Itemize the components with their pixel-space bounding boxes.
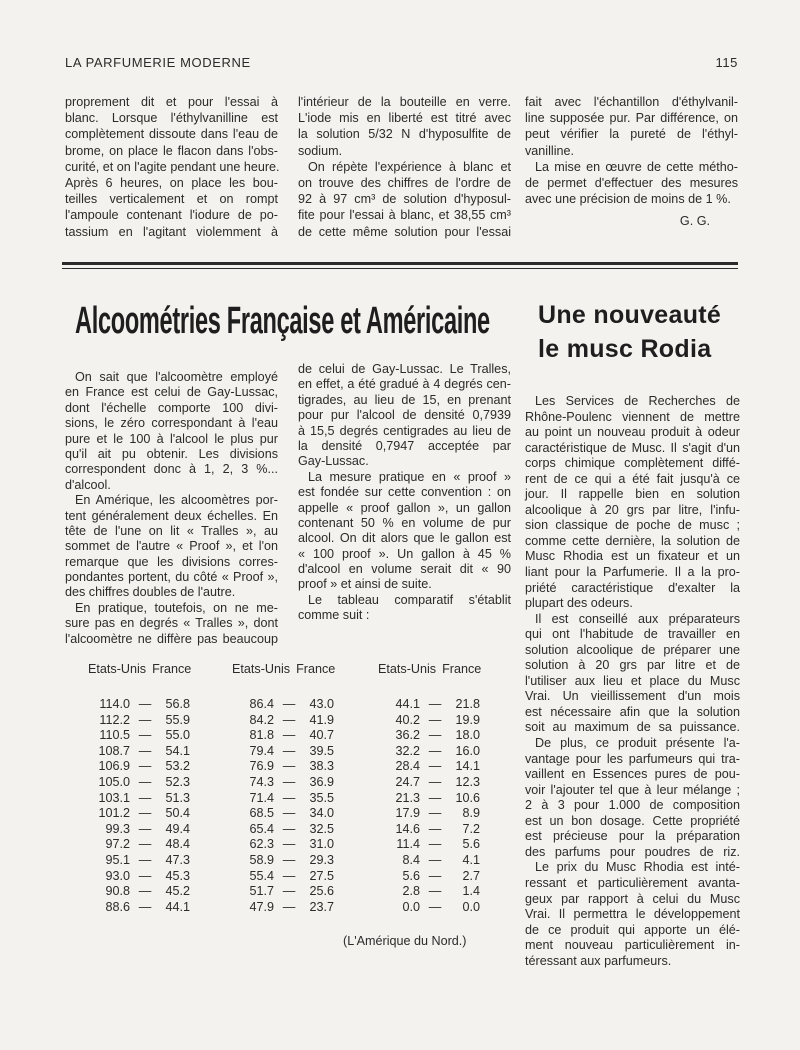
value-france: 1.4 <box>462 884 480 899</box>
value-etats-unis: 93.0 <box>105 868 130 883</box>
table-row <box>88 806 191 822</box>
table-row <box>232 869 335 885</box>
text-line: des chiffres doubles de l'autre. <box>65 585 236 600</box>
value-etats-unis: 28.4 <box>395 759 420 774</box>
text-line: plupart des odeurs. <box>525 596 633 611</box>
value-etats-unis: 112.2 <box>99 712 130 727</box>
text-line: priété caractéristique d'exalter la <box>525 580 740 595</box>
text-line: complètement dissoute dans l'eau de <box>65 127 278 142</box>
text-line: geux par rapport à celui du Musc <box>525 891 740 906</box>
dash: — <box>138 884 152 899</box>
table-row <box>378 759 481 775</box>
text-line: appelle « proof gallon », un gallon <box>298 500 511 515</box>
value-etats-unis: 114.0 <box>99 697 130 711</box>
text-line: d'alcool en volume serait dit « 90 <box>298 562 511 577</box>
text-line: au point un nouveau produit à odeur <box>525 425 740 440</box>
table-row <box>88 837 191 853</box>
article-column-1 <box>65 370 278 647</box>
table-group <box>88 662 191 915</box>
text-line: line supposée pur. Par différence, on <box>525 111 738 126</box>
table-row <box>378 775 481 791</box>
value-france: 25.6 <box>309 884 334 899</box>
text-line: peut vérifier la pureté de l'éthyl- <box>525 127 738 142</box>
text-line: Les Services de Recherches de <box>535 394 740 408</box>
table-row <box>232 884 335 900</box>
value-france: 27.5 <box>309 868 334 883</box>
text-line: teilles verticalement et on rompt <box>65 192 278 207</box>
text-line: On répète l'expérience à blanc et <box>308 159 511 174</box>
value-france: 43.0 <box>309 697 334 711</box>
value-france: 12.3 <box>455 774 480 789</box>
text-line: jour. Il rappelle bien en solution <box>525 487 740 502</box>
dash: — <box>138 821 152 836</box>
table-row <box>88 869 191 885</box>
text-line: tassium en l'agitant violemment à <box>65 224 278 239</box>
value-etats-unis: 108.7 <box>98 743 130 758</box>
dash: — <box>428 837 442 852</box>
value-france: 55.9 <box>165 712 190 727</box>
table-row <box>378 806 481 822</box>
table-row <box>232 759 335 775</box>
value-etats-unis: 51.7 <box>249 884 274 899</box>
text-line: Musc Rhodia est un fixateur et un <box>525 549 740 564</box>
text-line: la solution 5/32 N d'hyposulfite de <box>298 127 511 142</box>
value-france: 38.3 <box>309 759 334 774</box>
article-column-2 <box>298 362 511 624</box>
value-etats-unis: 79.4 <box>249 743 274 758</box>
text-line: pure et le 100 à l'alcool le plus pur <box>65 431 278 446</box>
text-line: en effet, a été gradué à 4 degrés cen- <box>298 377 511 392</box>
top-article-column-3 <box>525 94 738 207</box>
table-row <box>88 697 191 713</box>
table-row <box>232 728 335 744</box>
text-line: de permet d'effectuer des mesures <box>525 175 738 190</box>
value-france: 8.9 <box>462 806 480 821</box>
article-title: Alcoométries Française et Américaine <box>75 300 490 342</box>
value-etats-unis: 14.6 <box>395 821 420 836</box>
article-title-musc <box>538 298 721 366</box>
text-line: correspondent donc à 1, 2, 3 %... <box>65 462 278 477</box>
top-article-column-2 <box>298 94 511 240</box>
value-etats-unis: 110.5 <box>99 728 130 743</box>
value-etats-unis: 62.3 <box>249 837 274 852</box>
text-line: l'alcoomètre ne diffère pas beaucoup <box>65 631 278 646</box>
text-line: Le prix du Musc Rhodia est inté- <box>535 860 740 875</box>
dash: — <box>428 852 442 867</box>
dash: — <box>428 790 442 805</box>
value-france: 34.0 <box>309 806 334 821</box>
value-etats-unis: 55.4 <box>249 868 274 883</box>
text-line: solution alcoolique de préparer une <box>525 642 740 657</box>
dash: — <box>428 712 442 727</box>
value-france: 35.5 <box>309 790 334 805</box>
value-etats-unis: 99.3 <box>105 821 130 836</box>
text-line: Vrai. Il permettra le développement <box>525 907 740 922</box>
text-line: des parfums pour poudres de riz. <box>525 844 740 859</box>
dash: — <box>282 697 296 711</box>
text-line: qui ont l'habitude de travailler en <box>525 627 740 642</box>
value-france: 41.9 <box>309 712 334 727</box>
table-row <box>378 697 481 713</box>
dash: — <box>282 852 296 867</box>
text-line: qu'il ait pu obtenir. Les divisions <box>65 446 278 461</box>
text-line: la densité 0,7947 acceptée par <box>298 438 511 453</box>
top-article-column-1 <box>65 94 278 240</box>
dash: — <box>282 759 296 774</box>
text-line: sure pas en degrés « Tralles », dont <box>65 616 278 631</box>
value-etats-unis: 40.2 <box>395 712 420 727</box>
text-line: remarque que les divisions corres- <box>65 554 278 569</box>
value-etats-unis: 103.1 <box>98 790 130 805</box>
text-line: proof » et ainsi de suite. <box>298 577 432 592</box>
value-etats-unis: 81.8 <box>249 728 274 743</box>
value-france: 50.4 <box>165 806 190 821</box>
text-line: vaillent en Essences pures de pou- <box>525 767 740 782</box>
value-etats-unis: 65.4 <box>249 821 274 836</box>
table-row <box>88 822 191 838</box>
text-line: Vrai. Un vieillissement d'un mois <box>525 689 740 704</box>
value-etats-unis: 21.3 <box>395 790 420 805</box>
table-group <box>232 662 335 915</box>
text-line: brome, on place le flacon dans l'obs- <box>65 143 278 158</box>
value-etats-unis: 24.7 <box>395 774 420 789</box>
table-header <box>232 662 335 686</box>
value-france: 47.3 <box>165 852 190 867</box>
text-line: sions, le zéro correspondant à l'eau <box>65 416 278 431</box>
value-france: 39.5 <box>309 743 334 758</box>
dash: — <box>428 899 442 914</box>
dash: — <box>282 743 296 758</box>
divider-rule-thin <box>62 268 738 269</box>
text-line: De plus, ce produit présente l'a- <box>535 736 740 751</box>
page-number: 115 <box>715 55 738 70</box>
value-france: 31.0 <box>309 837 334 852</box>
text-line: En pratique, toutefois, on ne me- <box>75 600 278 615</box>
value-etats-unis: 101.2 <box>98 806 130 821</box>
text-line: solution à 20 grs par litre et de <box>525 658 740 673</box>
text-line: vantage pour les parfumeurs qui tra- <box>525 751 740 766</box>
table-row <box>232 806 335 822</box>
text-line: rent de ce qui a été fait jusqu'à ce <box>525 471 740 486</box>
value-etats-unis: 105.0 <box>98 774 130 789</box>
table-row <box>232 775 335 791</box>
text-line: avec une précision de moins de 1 %. <box>525 192 731 207</box>
dash: — <box>138 790 152 805</box>
table-header <box>88 662 191 686</box>
table-row <box>88 744 191 760</box>
table-row <box>232 791 335 807</box>
dash: — <box>282 868 296 883</box>
header-france: France <box>152 662 192 676</box>
header-etats-unis: Etats-Unis <box>232 662 291 676</box>
value-etats-unis: 71.4 <box>249 790 274 805</box>
text-line: comme cette dernière, la solution de <box>525 533 740 548</box>
value-etats-unis: 2.8 <box>402 884 420 899</box>
dash: — <box>428 884 442 899</box>
dash: — <box>138 837 152 852</box>
text-line: blanc. Lorsque l'éthylvanilline est <box>65 111 278 126</box>
dash: — <box>282 899 296 914</box>
table-row <box>232 822 335 838</box>
text-line: ment nouveau particulièrement in- <box>525 938 740 953</box>
text-line: soit au maximum de sa puissance. <box>525 720 740 735</box>
value-france: 29.3 <box>309 852 334 867</box>
table-row <box>232 713 335 729</box>
text-line: fite pour l'essai à blanc, et 38,55 cm³ <box>298 208 511 223</box>
table-row <box>88 759 191 775</box>
value-france: 14.1 <box>455 759 480 774</box>
table-row <box>232 853 335 869</box>
table-row <box>232 697 335 713</box>
text-line: à 15,5 degrés centigrades au lieu de <box>298 423 511 438</box>
text-line: de celui de Gay-Lussac. Le Tralles, <box>298 362 511 376</box>
table-row <box>232 744 335 760</box>
text-line: Gay-Lussac. <box>298 454 369 469</box>
table-row <box>378 884 481 900</box>
table-row <box>378 900 481 916</box>
dash: — <box>138 712 152 727</box>
text-line: 2 à 3 pour 1.000 de composition <box>525 798 740 813</box>
value-france: 44.1 <box>165 899 190 914</box>
text-line: proprement dit et pour l'essai à <box>65 95 278 109</box>
value-etats-unis: 84.2 <box>249 712 274 727</box>
dash: — <box>428 759 442 774</box>
dash: — <box>138 774 152 789</box>
value-etats-unis: 47.9 <box>249 899 274 914</box>
dash: — <box>428 821 442 836</box>
header-etats-unis: Etats-Unis <box>378 662 437 676</box>
value-etats-unis: 90.8 <box>105 884 130 899</box>
value-etats-unis: 68.5 <box>249 806 274 821</box>
table-header <box>378 662 481 686</box>
table-row <box>88 775 191 791</box>
text-line: tête de l'une on lit « Tralles », au <box>65 523 278 538</box>
text-line: de cette même solution pour l'essai <box>298 224 511 239</box>
text-line: voir l'ajouter tel que à leur mélange ; <box>525 782 740 797</box>
text-line: fait avec l'échantillon d'éthylvanil- <box>525 95 738 109</box>
text-line: caractéristique de Musc. Il s'agit d'un <box>525 440 740 455</box>
table-row <box>88 900 191 916</box>
value-france: 16.0 <box>455 743 480 758</box>
text-line: La mesure pratique en « proof » <box>308 469 511 484</box>
table-row <box>232 837 335 853</box>
text-line: de ce produit qui apporte un élé- <box>525 922 740 937</box>
text-line: sion classique de poche de musc ; <box>525 518 740 533</box>
value-france: 5.6 <box>462 837 480 852</box>
table-row <box>378 791 481 807</box>
text-line: En Amérique, les alcoomètres por- <box>75 493 278 508</box>
text-line: La mise en œuvre de cette métho- <box>535 159 738 174</box>
table-row <box>378 713 481 729</box>
dash: — <box>282 774 296 789</box>
dash: — <box>138 852 152 867</box>
text-line: tent généralement deux échelles. En <box>65 508 278 523</box>
musc-article-body <box>525 394 740 969</box>
value-etats-unis: 106.9 <box>98 759 130 774</box>
text-line: Rhône-Poulenc viennent de mettre <box>525 409 740 424</box>
table-row <box>378 837 481 853</box>
dash: — <box>282 884 296 899</box>
value-france: 36.9 <box>309 774 334 789</box>
value-france: 45.2 <box>165 884 190 899</box>
dash: — <box>282 728 296 743</box>
text-line: L'iode mis en liberté est titré avec <box>298 111 511 126</box>
dash: — <box>282 806 296 821</box>
text-line: vanilline. <box>525 143 575 158</box>
value-etats-unis: 0.0 <box>402 899 420 914</box>
title-line-1: Une nouveauté <box>538 301 722 329</box>
value-france: 53.2 <box>165 759 190 774</box>
value-etats-unis: 74.3 <box>249 774 274 789</box>
text-line: corps chimique complètement diffé- <box>525 456 740 471</box>
value-etats-unis: 32.2 <box>395 743 420 758</box>
text-line: téressant aux parfumeurs. <box>525 953 672 968</box>
dash: — <box>282 837 296 852</box>
text-line: est nécessaire afin que la solution <box>525 704 740 719</box>
value-france: 18.0 <box>455 728 480 743</box>
value-france: 23.7 <box>309 899 334 914</box>
value-france: 2.7 <box>462 868 480 883</box>
value-etats-unis: 58.9 <box>249 852 274 867</box>
table-row <box>378 728 481 744</box>
text-line: contenant 50 % en volume de pur <box>298 515 511 530</box>
text-line: l'utiliser aux lieu et place du Musc <box>525 673 740 688</box>
text-line: ressant et particulièrement avanta- <box>525 875 740 890</box>
dash: — <box>282 821 296 836</box>
dash: — <box>428 774 442 789</box>
dash: — <box>138 759 152 774</box>
running-header-journal: LA PARFUMERIE MODERNE <box>65 55 251 70</box>
text-line: pondantes portent, du côté « Proof », <box>65 570 278 585</box>
value-france: 19.9 <box>455 712 480 727</box>
value-etats-unis: 5.6 <box>402 868 420 883</box>
text-line: on trouve des chiffres de l'ordre de <box>298 175 511 190</box>
table-row <box>88 884 191 900</box>
table-row <box>378 822 481 838</box>
text-line: curité, et on l'agite pendant une heure. <box>65 159 280 174</box>
table-row <box>88 791 191 807</box>
dash: — <box>428 743 442 758</box>
dash: — <box>428 868 442 883</box>
value-etats-unis: 8.4 <box>402 852 420 867</box>
signature: G. G. <box>679 214 710 228</box>
text-line: l'ampoule contenant l'iodure de po- <box>65 208 278 223</box>
text-line: 92 à 97 cm³ de solution d'hyposul- <box>298 192 511 207</box>
table-row <box>88 853 191 869</box>
value-etats-unis: 86.4 <box>249 697 274 711</box>
dash: — <box>428 697 442 711</box>
value-france: 10.6 <box>455 790 480 805</box>
value-etats-unis: 76.9 <box>249 759 274 774</box>
value-france: 4.1 <box>462 852 480 867</box>
value-france: 55.0 <box>165 728 190 743</box>
text-line: en France est celui de Gay-Lussac, <box>65 385 278 400</box>
value-france: 21.8 <box>455 697 480 711</box>
value-france: 51.3 <box>165 790 190 805</box>
value-etats-unis: 44.1 <box>395 697 420 711</box>
text-line: alcoolique à 20 grs par litre, l'infu- <box>525 502 740 517</box>
value-france: 54.1 <box>165 743 190 758</box>
text-line: tigrades, au lieu de 15, en prenant <box>298 392 511 407</box>
dash: — <box>428 806 442 821</box>
text-line: « 100 proof ». Un gallon à 45 % <box>298 546 511 561</box>
dash: — <box>282 712 296 727</box>
value-etats-unis: 97.2 <box>105 837 130 852</box>
dash: — <box>138 899 152 914</box>
value-france: 49.4 <box>165 821 190 836</box>
dash: — <box>138 728 152 743</box>
dash: — <box>138 743 152 758</box>
value-france: 52.3 <box>165 774 190 789</box>
value-etats-unis: 11.4 <box>396 837 420 852</box>
table-row <box>232 900 335 916</box>
value-france: 45.3 <box>165 868 190 883</box>
table-row <box>88 713 191 729</box>
text-line: alcool. On dit alors que le gallon est <box>298 531 511 546</box>
text-line: sodium. <box>298 143 343 158</box>
value-france: 32.5 <box>309 821 334 836</box>
table-group <box>378 662 481 915</box>
header-france: France <box>442 662 482 676</box>
text-line: On sait que l'alcoomètre employé <box>75 370 278 384</box>
text-line: dont l'échelle comporte 100 divi- <box>65 400 278 415</box>
header-france: France <box>296 662 336 676</box>
text-line: comme suit : <box>298 608 370 623</box>
text-line: d'alcool. <box>65 477 111 492</box>
value-france: 48.4 <box>165 837 190 852</box>
table-row <box>88 728 191 744</box>
table-note: (L'Amérique du Nord.) <box>343 934 467 948</box>
value-etats-unis: 95.1 <box>105 852 130 867</box>
dash: — <box>138 868 152 883</box>
value-france: 0.0 <box>462 899 480 914</box>
table-row <box>378 744 481 760</box>
value-france: 56.8 <box>165 697 190 711</box>
text-line: est un bon dosage. Cette propriété <box>525 813 740 828</box>
dash: — <box>282 790 296 805</box>
value-france: 40.7 <box>309 728 334 743</box>
dash: — <box>428 728 442 743</box>
value-etats-unis: 36.2 <box>395 728 420 743</box>
divider-rule-thick <box>62 262 738 265</box>
text-line: liant pour la Parfumerie. Il a la pro- <box>525 565 740 580</box>
dash: — <box>138 806 152 821</box>
text-line: Le tableau comparatif s'établit <box>308 592 511 607</box>
header-etats-unis: Etats-Unis <box>88 662 147 676</box>
value-etats-unis: 88.6 <box>105 899 130 914</box>
table-row <box>378 869 481 885</box>
value-france: 7.2 <box>462 821 480 836</box>
text-line: pour pur l'alcool de densité 0,7939 <box>298 408 511 423</box>
text-line: est précieuse pour la préparation <box>525 829 740 844</box>
text-line: Il est conseillé aux préparateurs <box>535 611 740 626</box>
text-line: est fondée sur cette convention : on <box>298 485 511 500</box>
title-line-2: le musc Rodia <box>538 335 712 363</box>
text-line: sommet de l'autre « Proof », et l'on <box>65 539 278 554</box>
dash: — <box>138 697 152 711</box>
table-row <box>378 853 481 869</box>
text-line: Après 6 heures, on place les bou- <box>65 175 278 190</box>
value-etats-unis: 17.9 <box>395 806 420 821</box>
text-line: l'intérieur de la bouteille en verre. <box>298 95 511 109</box>
